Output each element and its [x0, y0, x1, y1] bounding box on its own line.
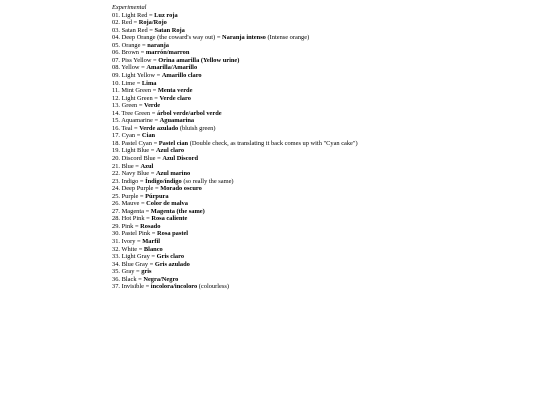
spanish-translation: Cian — [141, 132, 156, 140]
list-item: 16. Teal = Verde azulado (bluish green) — [112, 124, 216, 132]
spanish-translation: Orina amarilla (Yellow urine) — [158, 56, 240, 64]
item-number: 33. — [112, 253, 120, 261]
list-item: 23. Indigo = Índigo/índigo (so really the same) — [112, 177, 234, 185]
english-name: Purple — [121, 192, 139, 200]
list-item: 09. Light Yellow = Amarillo claro — [112, 71, 202, 79]
spanish-translation: Naranja intenso — [222, 34, 266, 42]
spanish-translation: árbol verde/arbol verde — [157, 109, 222, 117]
list-item: 12. Light Green = Verde claro — [112, 94, 191, 102]
document-body — [112, 4, 532, 291]
item-number: 26. — [112, 200, 120, 208]
list-item: 08. Yellow = Amarilla/Amarillo — [112, 64, 198, 72]
list-item: 05. Orange = naranja — [112, 41, 169, 49]
translation-note: (Double check, as translating it back comes up with "Cyan cake") — [189, 139, 358, 147]
spanish-translation: Azul marino — [155, 170, 191, 178]
item-number: 18. — [112, 139, 120, 147]
item-number: 11. — [112, 87, 120, 95]
spanish-translation: Amarilla/Amarillo — [146, 64, 198, 72]
english-name: Deep Purple — [121, 185, 154, 193]
list-item: 13. Green = Verde — [112, 102, 161, 110]
item-number: 15. — [112, 117, 120, 125]
item-number: 29. — [112, 222, 120, 230]
spanish-translation: Luz roja — [154, 11, 178, 19]
english-name: Aquamarine — [121, 117, 153, 125]
spanish-translation: Menta verde — [157, 87, 193, 95]
english-name: Ivory — [121, 238, 136, 245]
item-number: 05. — [112, 41, 120, 49]
list-item: 17. Cyan = Cian — [112, 132, 156, 140]
english-name: Mauve — [121, 200, 140, 208]
spanish-translation: Magenta (the same) — [150, 207, 205, 215]
list-item: 33. Light Gray = Gris claro — [112, 253, 185, 261]
item-number: 14. — [112, 109, 120, 117]
spanish-translation: Lima — [141, 79, 157, 87]
item-number: 21. — [112, 162, 120, 170]
item-number: 10. — [112, 79, 120, 87]
spanish-translation: marrón/marron — [145, 49, 190, 57]
english-name: Discord Blue — [121, 154, 156, 162]
spanish-translation: Amarillo claro — [161, 71, 202, 79]
spanish-translation: Azul claro — [155, 147, 185, 155]
item-number: 17. — [112, 132, 120, 140]
list-item: 31. Ivory = Marfil — [112, 238, 161, 245]
translation-note: (bluish green) — [179, 124, 216, 132]
english-name: Black — [121, 275, 137, 283]
list-item: 29. Pink = Rosado — [112, 222, 161, 230]
english-name: Blue Gray — [121, 260, 149, 268]
item-number: 09. — [112, 71, 120, 79]
list-item: 03. Satan Red = Satan Roja — [112, 26, 185, 34]
spanish-translation: Verde azulado — [139, 124, 179, 132]
english-name: Mint Green — [121, 87, 152, 95]
spanish-translation: Rosado — [140, 222, 161, 230]
list-item: 24. Deep Purple = Morado oscuro — [112, 185, 202, 193]
item-number: 35. — [112, 268, 120, 276]
english-name: Red — [121, 19, 132, 27]
item-number: 03. — [112, 26, 120, 34]
spanish-translation: gris — [141, 268, 152, 276]
spanish-translation: Azul Discord — [162, 154, 199, 162]
list-item: 32. White = Blanco — [112, 245, 163, 253]
spanish-translation: Marfil — [142, 238, 161, 245]
item-number: 16. — [112, 124, 120, 132]
item-number: 02. — [112, 19, 120, 27]
item-number: 34. — [112, 260, 120, 268]
list-item: 35. Gray = gris — [112, 268, 152, 276]
spanish-translation: Verde claro — [159, 94, 191, 102]
english-name: Piss Yellow — [121, 56, 152, 64]
spanish-translation: Gris claro — [156, 253, 185, 261]
english-name: Deep Orange (the coward's way out) — [121, 34, 216, 42]
list-item: 22. Navy Blue = Azul marino — [112, 170, 191, 178]
spanish-translation: Rosa caliente — [151, 215, 188, 223]
list-item: 01. Light Red = Luz roja — [112, 11, 178, 19]
spanish-translation: Satan Roja — [154, 26, 185, 34]
list-item: 26. Mauve = Color de malva — [112, 200, 188, 208]
spanish-translation: Verde — [144, 102, 161, 110]
item-number: 04. — [112, 34, 120, 42]
list-item: 21. Blue = Azul — [112, 162, 154, 170]
english-name: Green — [121, 102, 138, 110]
english-name: White — [121, 245, 138, 253]
list-item: 20. Discord Blue = Azul Discord — [112, 154, 199, 162]
item-number: 30. — [112, 230, 120, 238]
english-name: Gray — [121, 268, 135, 276]
list-item: 30. Pastel Pink = Rosa pastel — [112, 230, 189, 238]
list-item: 02. Red = Roja/Rojo — [112, 19, 167, 27]
list-item: 14. Tree Green = árbol verde/arbol verde — [112, 109, 222, 117]
list-item: 27. Magenta = Magenta (the same) — [112, 207, 205, 215]
list-item: 37. Invisible = incolora/incoloro (colourless) — [112, 283, 229, 291]
list-item: 07. Piss Yellow = Orina amarilla (Yellow urine) — [112, 56, 240, 64]
list-item: 06. Brown = marrón/marron — [112, 49, 190, 57]
color-translation-list — [112, 12, 532, 291]
item-number: 23. — [112, 177, 120, 185]
english-name: Invisible — [121, 283, 144, 291]
list-item: 34. Blue Gray = Gris azulado — [112, 260, 190, 268]
list-item: 18. Pastel Cyan = Pastel cian (Double check, as translating it back comes up with "Cyan cake") — [112, 139, 358, 147]
item-number: 22. — [112, 170, 120, 178]
item-number: 01. — [112, 11, 120, 19]
list-item: 11. Mint Green = Menta verde — [112, 87, 193, 95]
item-number: 27. — [112, 207, 120, 215]
spanish-translation: Roja/Rojo — [138, 19, 167, 27]
translation-note: (Intense orange) — [267, 34, 310, 42]
spanish-translation: Rosa pastel — [157, 230, 189, 238]
item-number: 31. — [112, 238, 120, 245]
english-name: Pink — [121, 222, 134, 230]
list-item: 04. Deep Orange (the coward's way out) = Naranja intenso (Intense orange) — [112, 34, 310, 42]
item-number: 37. — [112, 283, 120, 291]
english-name: Blue — [121, 162, 134, 170]
english-name: Satan Red — [121, 26, 148, 34]
spanish-translation: incolora/incoloro — [150, 283, 198, 291]
list-item: 15. Aquamarine = Aguamarina — [112, 117, 195, 125]
item-number: 08. — [112, 64, 120, 72]
english-name: Magenta — [121, 207, 144, 215]
translation-note: (colourless) — [198, 283, 229, 291]
item-number: 12. — [112, 94, 120, 102]
item-number: 36. — [112, 275, 120, 283]
item-number: 28. — [112, 215, 120, 223]
english-name: Light Red — [121, 11, 148, 19]
item-number: 24. — [112, 185, 120, 193]
translation-note: (so really the same) — [183, 177, 234, 185]
english-name: Lime — [121, 79, 136, 87]
item-number: 07. — [112, 56, 120, 64]
item-number: 25. — [112, 192, 120, 200]
english-name: Yellow — [121, 64, 140, 72]
item-number: 19. — [112, 147, 120, 155]
item-number: 20. — [112, 154, 120, 162]
english-name: Pastel Pink — [121, 230, 151, 238]
english-name: Light Green — [121, 94, 153, 102]
english-name: Navy Blue — [121, 170, 150, 178]
english-name: Light Blue — [121, 147, 150, 155]
item-number: 06. — [112, 49, 120, 57]
spanish-translation: Azul — [140, 162, 154, 170]
spanish-translation: Blanco — [143, 245, 163, 253]
english-name: Tree Green — [121, 109, 151, 117]
spanish-translation: Color de malva — [146, 200, 188, 208]
english-name: Cyan — [121, 132, 136, 140]
list-item: 25. Purple = Púrpura — [112, 192, 169, 200]
english-name: Hot Pink — [121, 215, 145, 223]
spanish-translation: Índigo/índigo — [145, 177, 182, 185]
spanish-translation: Gris azulado — [154, 260, 190, 268]
english-name: Teal — [121, 124, 133, 132]
section-heading: Experimental — [112, 4, 147, 11]
list-item: 36. Black = Negra/Negro — [112, 275, 179, 283]
spanish-translation: Aguamarina — [159, 117, 195, 125]
english-name: Pastel Cyan — [121, 139, 152, 147]
list-item: 19. Light Blue = Azul claro — [112, 147, 185, 155]
spanish-translation: Morado oscuro — [160, 185, 202, 193]
english-name: Brown — [121, 49, 140, 57]
list-item: 28. Hot Pink = Rosa caliente — [112, 215, 188, 223]
english-name: Indigo — [121, 177, 139, 185]
english-name: Light Gray — [121, 253, 150, 261]
item-number: 32. — [112, 245, 120, 253]
spanish-translation: Negra/Negro — [143, 275, 179, 283]
spanish-translation: Púrpura — [145, 192, 169, 200]
spanish-translation: Pastel cian — [158, 139, 189, 147]
item-number: 13. — [112, 102, 120, 110]
spanish-translation: naranja — [147, 41, 169, 49]
list-item: 10. Lime = Lima — [112, 79, 157, 87]
english-name: Light Yellow — [121, 71, 155, 79]
english-name: Orange — [121, 41, 141, 49]
